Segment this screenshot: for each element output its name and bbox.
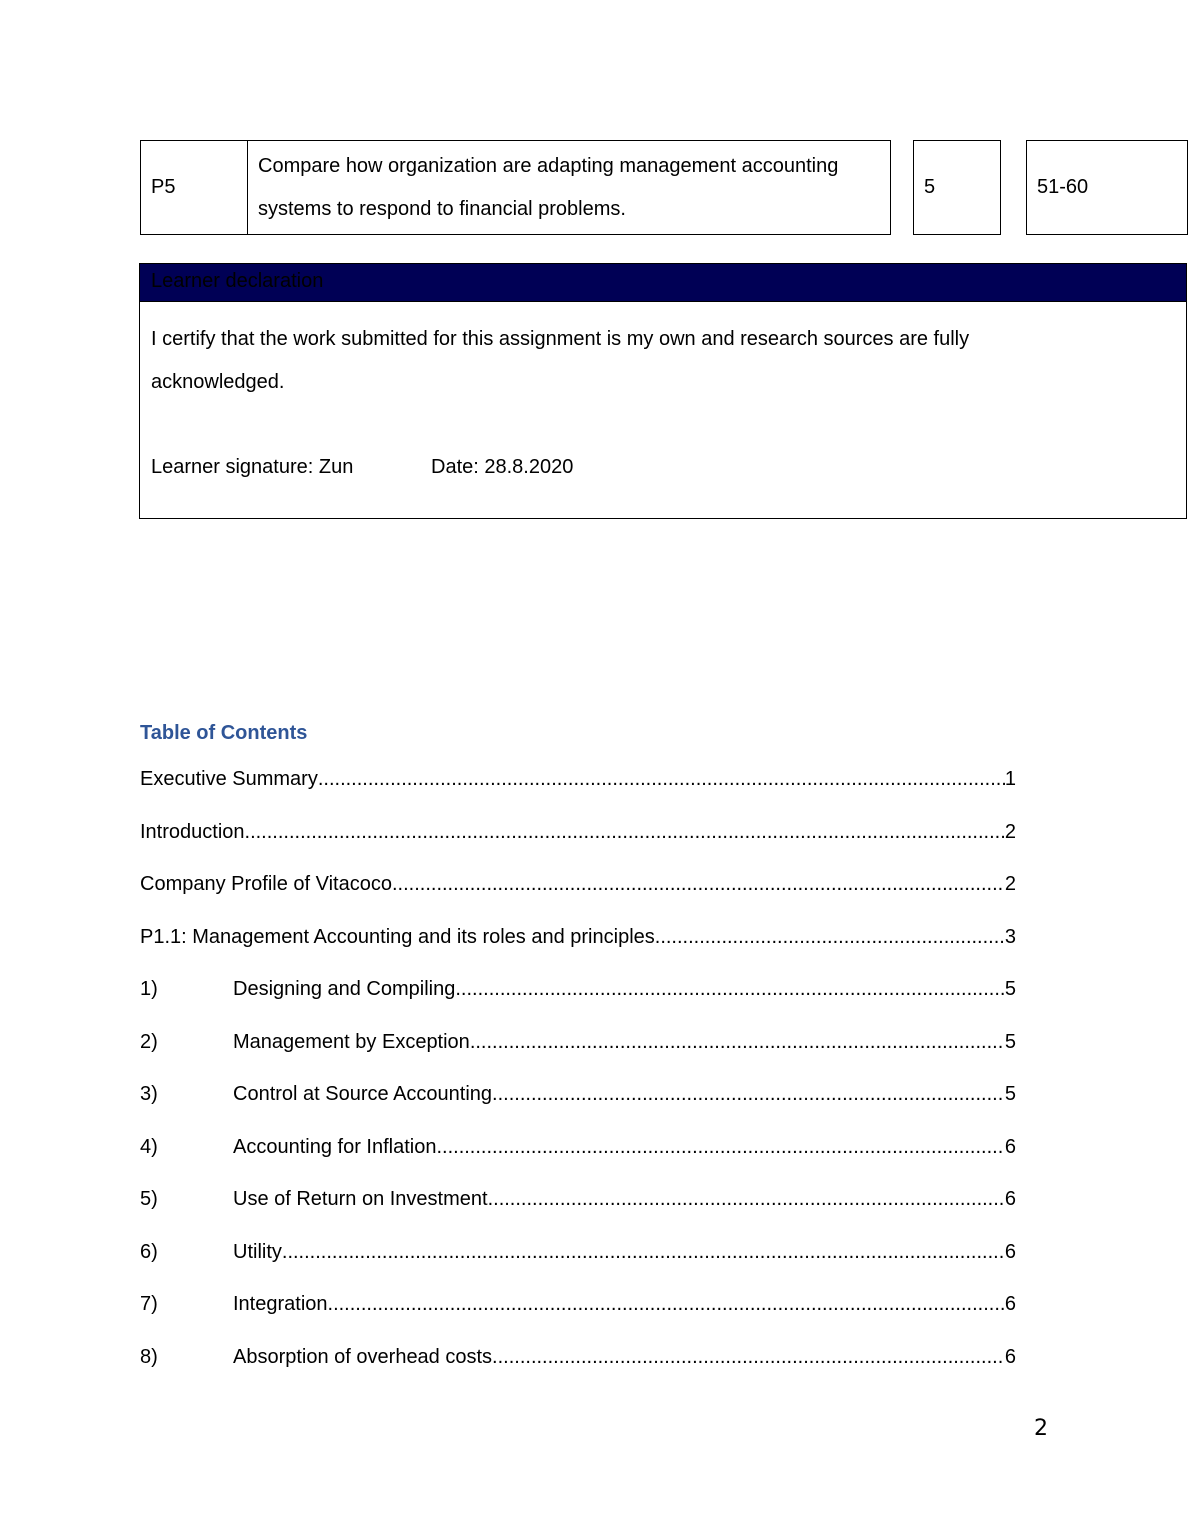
- learner-declaration-box: [139, 301, 1187, 519]
- toc-entry-text: Management by Exception: [233, 1028, 470, 1056]
- toc-entry-page: 2: [1004, 820, 1016, 843]
- toc-entry-text: Control at Source Accounting: [233, 1080, 492, 1108]
- criteria-code: P5: [151, 176, 176, 198]
- toc-entry[interactable]: [140, 1028, 1016, 1056]
- toc-dot-leader: [318, 765, 1005, 793]
- learner-declaration-header: Learner declaration: [139, 263, 1187, 302]
- toc-entry[interactable]: [140, 1185, 1016, 1213]
- toc-entry-number: 4): [140, 1135, 158, 1158]
- toc-entry[interactable]: [140, 1238, 1016, 1266]
- toc-entry[interactable]: [140, 1290, 1016, 1318]
- page-number: 2: [1034, 1416, 1048, 1441]
- toc-entry-page: 6: [1004, 1345, 1016, 1368]
- toc-entry-text: Utility: [233, 1238, 282, 1266]
- toc-entry-page: 5: [1004, 1030, 1016, 1053]
- toc-entry-page: 6: [1004, 1293, 1016, 1315]
- declaration-statement-line1: I certify that the work submitted for this assignment is my own and research sources are fully: [151, 328, 970, 350]
- toc-entry-page: 5: [1004, 1083, 1016, 1105]
- toc-entry-page: 3: [1004, 925, 1016, 948]
- toc-entry-number: 2): [140, 1030, 158, 1053]
- toc-entry-page: 6: [1004, 1188, 1016, 1210]
- toc-entry[interactable]: [140, 975, 1016, 1003]
- toc-dot-leader: [470, 1028, 1005, 1056]
- toc-entry-page: 5: [1004, 978, 1016, 1000]
- declaration-date: Date: 28.8.2020: [431, 456, 574, 478]
- toc-entry-text: Introduction: [140, 818, 245, 846]
- toc-dot-leader: [492, 1080, 1005, 1108]
- toc-entry-text: Integration: [233, 1290, 328, 1318]
- toc-title: Table of Contents: [140, 722, 308, 744]
- toc-entry-number: 5): [140, 1188, 158, 1210]
- toc-entry-text: Executive Summary: [140, 765, 318, 793]
- toc-entry[interactable]: [140, 870, 1016, 898]
- toc-dot-leader: [488, 1185, 1005, 1213]
- toc-entry-number: 8): [140, 1345, 158, 1368]
- toc-entry[interactable]: [140, 765, 1016, 793]
- toc-entry-page: 2: [1004, 873, 1016, 895]
- criteria-range-cell: [1026, 140, 1188, 235]
- toc-entry-text: Absorption of overhead costs: [233, 1343, 492, 1371]
- criteria-code-cell: [140, 140, 248, 235]
- declaration-statement-line2: acknowledged.: [151, 371, 285, 393]
- toc-entry[interactable]: [140, 1133, 1016, 1161]
- learner-signature: Learner signature: Zun: [151, 456, 354, 478]
- toc-entry-text: Accounting for Inflation: [233, 1133, 436, 1161]
- toc-entry[interactable]: [140, 923, 1016, 951]
- criteria-description-line1: Compare how organization are adapting management accounting: [258, 154, 839, 177]
- toc-entry-page: 6: [1004, 1240, 1016, 1263]
- toc-dot-leader: [655, 923, 1005, 951]
- criteria-description-line2: systems to respond to financial problems.: [258, 197, 626, 220]
- toc-entry-text: Use of Return on Investment: [233, 1185, 488, 1213]
- toc-dot-leader: [455, 975, 1005, 1003]
- toc-dot-leader: [392, 870, 1005, 898]
- toc-entry[interactable]: [140, 818, 1016, 846]
- criteria-description-cell: [247, 140, 891, 235]
- toc-dot-leader: [282, 1238, 1005, 1266]
- toc-dot-leader: [436, 1133, 1004, 1161]
- toc-dot-leader: [328, 1290, 1005, 1318]
- toc-entry-page: 6: [1004, 1135, 1016, 1158]
- toc-dot-leader: [245, 818, 1005, 846]
- toc-entry[interactable]: [140, 1080, 1016, 1108]
- criteria-range: 51-60: [1037, 176, 1089, 198]
- toc-entry-page: 1: [1004, 768, 1016, 790]
- toc-entry[interactable]: [140, 1343, 1016, 1371]
- toc-entry-text: P1.1: Management Accounting and its roles and principles: [140, 923, 655, 951]
- toc-entry-text: Company Profile of Vitacoco: [140, 870, 392, 898]
- criteria-page: 5: [924, 176, 936, 198]
- toc-entry-number: 1): [140, 978, 158, 1000]
- toc-entry-number: 7): [140, 1293, 158, 1315]
- toc-dot-leader: [492, 1343, 1005, 1371]
- toc-entry-text: Designing and Compiling: [233, 975, 455, 1003]
- criteria-page-cell: [913, 140, 1001, 235]
- toc-entry-number: 6): [140, 1240, 158, 1263]
- declaration-statement: [151, 318, 1151, 404]
- toc-entry-number: 3): [140, 1083, 158, 1105]
